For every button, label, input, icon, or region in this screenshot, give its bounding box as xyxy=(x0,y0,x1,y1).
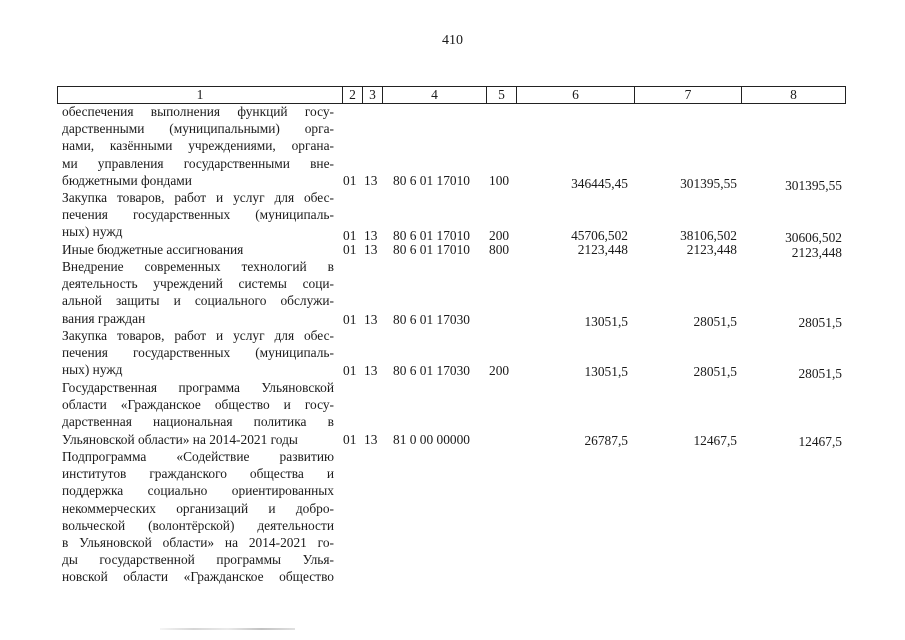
cell-amount-8: 12467,5 xyxy=(798,434,842,449)
cell-amount-8: 30606,502 xyxy=(785,230,842,245)
desc-line: вольческой (волонтёрской) деятельности xyxy=(62,517,334,533)
cell-amount-7: 12467,5 xyxy=(693,433,737,448)
cell-amount-7: 301395,55 xyxy=(680,176,737,191)
cell-subsection: 13 xyxy=(364,242,378,257)
desc-line: некоммерческих организаций и добро- xyxy=(62,500,334,516)
cell-amount-6: 45706,502 xyxy=(571,228,628,243)
cell-amount-8: 28051,5 xyxy=(798,366,842,381)
header-col-5: 5 xyxy=(486,87,516,103)
desc-line: Государственная программа Ульяновской xyxy=(62,380,334,395)
desc-line: дарственная национальная политика в xyxy=(62,414,334,430)
desc-line: ми управления государственными вне- xyxy=(62,155,334,171)
header-col-1: 1 xyxy=(196,87,204,102)
row-description xyxy=(62,258,334,327)
header-col-8: 8 xyxy=(741,87,845,103)
desc-line: нами, казёнными учреждениями, органа- xyxy=(62,138,334,154)
cell-expense-type: 200 xyxy=(489,228,510,243)
desc-line: бюджетными фондами xyxy=(62,172,192,188)
cell-target-article: 80 6 01 17030 xyxy=(393,312,470,327)
row-description xyxy=(62,327,334,379)
cell-amount-6: 2123,448 xyxy=(577,242,628,257)
header-col-3: 3 xyxy=(362,87,382,103)
desc-line: поддержка социально ориентированных xyxy=(62,483,334,499)
cell-expense-type: 200 xyxy=(489,363,510,378)
desc-line: Подпрограмма «Содействие развитию xyxy=(62,449,334,464)
cell-section: 01 xyxy=(343,172,357,188)
cell-subsection: 13 xyxy=(364,312,378,327)
cell-expense-type: 100 xyxy=(489,172,510,188)
cell-section: 01 xyxy=(343,242,357,257)
desc-line: вания граждан xyxy=(62,310,146,326)
header-col-7: 7 xyxy=(634,87,741,103)
desc-line: печения государственных (муниципаль- xyxy=(62,207,334,223)
cell-amount-6: 346445,45 xyxy=(571,176,628,191)
cell-amount-6: 13051,5 xyxy=(584,364,628,379)
cell-amount-7: 2123,448 xyxy=(686,242,737,257)
row-description xyxy=(62,103,334,189)
desc-line: Внедрение современных технологий в xyxy=(62,259,334,274)
cell-subsection: 13 xyxy=(364,228,378,243)
desc-line: обеспечения выполнения функций госу- xyxy=(62,104,334,119)
cell-amount-8: 2123,448 xyxy=(791,245,842,260)
cell-amount-6: 26787,5 xyxy=(584,433,628,448)
desc-line: ды государственной программы Улья- xyxy=(62,552,334,568)
cell-amount-7: 28051,5 xyxy=(693,364,737,379)
cell-target-article: 80 6 01 17010 xyxy=(393,228,470,243)
desc-line: в Ульяновской области» на 2014-2021 го- xyxy=(62,534,334,550)
cell-amount-8: 301395,55 xyxy=(785,178,842,193)
desc-line: Иные бюджетные ассигнования xyxy=(62,242,244,257)
desc-line: альной защиты и социального обслужи- xyxy=(62,293,334,309)
header-col-2: 2 xyxy=(342,87,362,103)
cell-subsection: 13 xyxy=(364,431,378,447)
desc-line: Закупка товаров, работ и услуг для обес- xyxy=(62,190,334,205)
desc-line: институтов гражданского общества и xyxy=(62,466,334,482)
desc-line: ных) нужд xyxy=(62,224,123,240)
cell-section: 01 xyxy=(343,363,357,378)
desc-line: печения государственных (муниципаль- xyxy=(62,345,334,361)
cell-amount-6: 13051,5 xyxy=(584,314,628,329)
row-description xyxy=(62,379,334,448)
cell-subsection: 13 xyxy=(364,172,378,188)
cell-target-article: 80 6 01 17010 xyxy=(393,242,470,257)
header-col-6: 6 xyxy=(516,87,634,103)
cell-target-article: 81 0 00 00000 xyxy=(393,431,470,447)
row-description xyxy=(62,189,334,241)
cell-amount-8: 28051,5 xyxy=(798,315,842,330)
cell-section: 01 xyxy=(343,228,357,243)
cell-subsection: 13 xyxy=(364,363,378,378)
cell-section: 01 xyxy=(343,431,357,447)
desc-line: дарственными (муниципальными) орга- xyxy=(62,121,334,137)
header-col-4: 4 xyxy=(382,87,486,103)
row-description xyxy=(62,448,334,586)
desc-line: ных) нужд xyxy=(62,362,123,378)
desc-line: Ульяновской области» на 2014-2021 годы xyxy=(62,431,298,447)
desc-line: Закупка товаров, работ и услуг для обес- xyxy=(62,328,334,343)
cell-target-article: 80 6 01 17030 xyxy=(393,363,470,378)
scan-artifact xyxy=(160,628,295,630)
cell-expense-type: 800 xyxy=(489,242,510,257)
cell-target-article: 80 6 01 17010 xyxy=(393,172,470,188)
row-description xyxy=(62,241,334,258)
desc-line: деятельность учреждений системы соци- xyxy=(62,276,334,292)
cell-section: 01 xyxy=(343,312,357,327)
desc-line: области «Гражданское общество и госу- xyxy=(62,397,334,413)
cell-amount-7: 38106,502 xyxy=(680,228,737,243)
cell-amount-7: 28051,5 xyxy=(693,314,737,329)
page-number: 410 xyxy=(442,33,463,48)
table-header xyxy=(57,86,846,104)
desc-line: новской области «Гражданское общество xyxy=(62,569,334,585)
